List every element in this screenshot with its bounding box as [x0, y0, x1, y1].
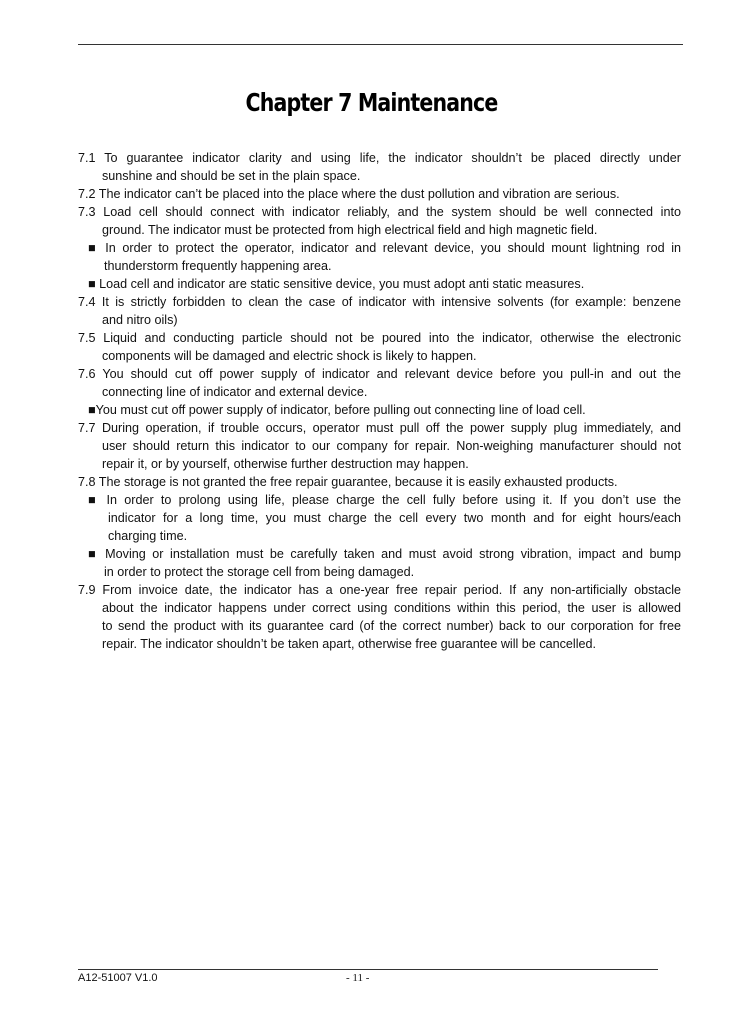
- bullet-charge-cont2: charging time.: [108, 529, 188, 543]
- page-number: - 11 -: [346, 972, 370, 984]
- item-7-1-cont: sunshine and should be set in the plain space.: [102, 169, 361, 183]
- item-7-6: 7.6 You should cut off power supply of indicator and relevant device before you pull-in and out the: [78, 367, 681, 381]
- item-7-2: 7.2 The indicator can’t be placed into the place where the dust pollution and vibration are serious.: [78, 187, 620, 201]
- item-7-3-cont: ground. The indicator must be protected from high electrical field and high magnetic field.: [102, 223, 598, 237]
- item-7-6-cont: connecting line of indicator and external device.: [102, 385, 368, 399]
- bullet-lightning-rod-cont: thunderstorm frequently happening area.: [104, 259, 332, 273]
- item-7-4-cont: and nitro oils): [102, 313, 178, 327]
- item-7-7-cont2: repair it, or by yourself, otherwise further destruction may happen.: [102, 457, 469, 471]
- item-7-5-cont: components will be damaged and electric shock is likely to happen.: [102, 349, 477, 363]
- item-7-1: 7.1 To guarantee indicator clarity and using life, the indicator shouldn’t be placed directly under: [78, 151, 681, 165]
- chapter-title: Chapter 7 Maintenance: [245, 88, 498, 117]
- item-7-8: 7.8 The storage is not granted the free repair guarantee, because it is easily exhausted products.: [78, 475, 618, 489]
- bullet-static: ■ Load cell and indicator are static sensitive device, you must adopt anti static measures.: [88, 277, 585, 291]
- item-7-5: 7.5 Liquid and conducting particle should not be poured into the indicator, otherwise the electronic: [78, 331, 681, 345]
- maintenance-list: [78, 149, 681, 653]
- bullet-moving-cont: in order to protect the storage cell from being damaged.: [104, 565, 415, 579]
- item-7-3: 7.3 Load cell should connect with indicator reliably, and the system should be well connected into: [78, 205, 681, 219]
- document-number: A12-51007 V1.0: [78, 972, 158, 984]
- bullet-charge-cont1: indicator for a long time, you must charge the cell every two month and for eight hours/each: [108, 511, 681, 525]
- item-7-9-cont3: repair. The indicator shouldn’t be taken apart, otherwise free guarantee will be cancelled.: [102, 637, 597, 651]
- bullet-lightning-rod: ■ In order to protect the operator, indicator and relevant device, you should mount lightning rod in: [88, 241, 681, 255]
- item-7-4: 7.4 It is strictly forbidden to clean the case of indicator with intensive solvents (for example: benzene: [78, 295, 681, 309]
- bullet-moving: ■ Moving or installation must be carefully taken and must avoid strong vibration, impact and bump: [88, 547, 681, 561]
- bullet-power-off: ■You must cut off power supply of indicator, before pulling out connecting line of load cell.: [88, 403, 586, 417]
- item-7-9-cont2: to send the product with its guarantee card (of the correct number) back to our corporation for free: [102, 619, 681, 633]
- bullet-charge: ■ In order to prolong using life, please charge the cell fully before using it. If you don’t use the: [88, 493, 681, 507]
- header-rule: [78, 44, 683, 45]
- item-7-7: 7.7 During operation, if trouble occurs, operator must pull off the power supply plug immediately, and: [78, 421, 681, 435]
- item-7-9-cont1: about the indicator happens under correct using conditions within this period, the user is allowed: [102, 601, 681, 615]
- item-7-7-cont1: user should return this indicator to our company for repair. Non-weighing manufacturer should not: [102, 439, 681, 453]
- footer-rule: [78, 969, 658, 970]
- item-7-9: 7.9 From invoice date, the indicator has a one-year free repair period. If any non-artificially obstacle: [78, 583, 681, 597]
